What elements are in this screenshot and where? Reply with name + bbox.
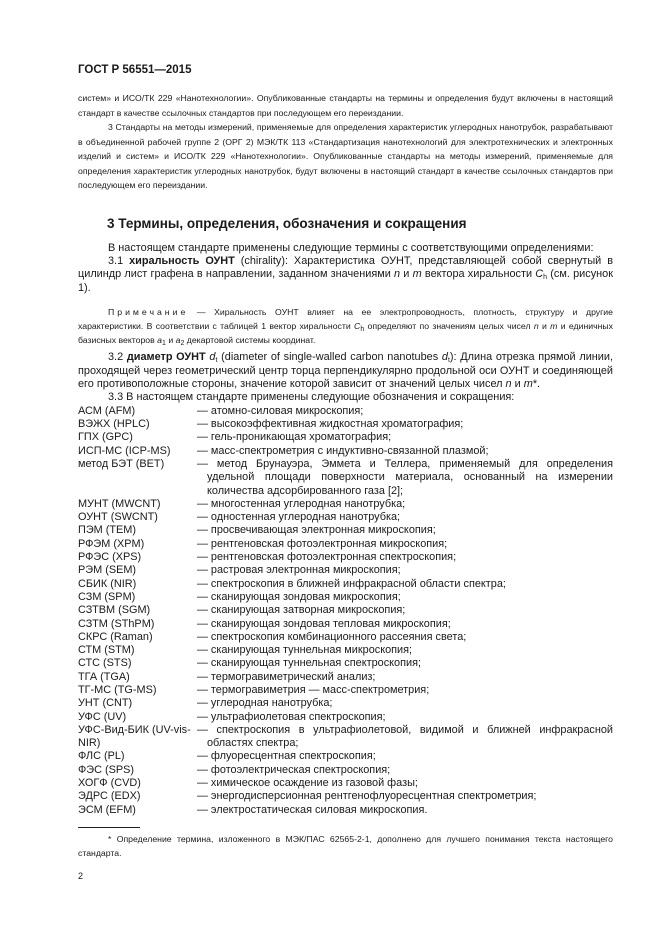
- abbreviation-row: [78, 750, 613, 763]
- term-3-3: 3.3 В настоящем стандарте применены следующие обозначения и сокращения:: [108, 391, 515, 404]
- abbreviation-definition: — термогравиметрический анализ;: [197, 670, 376, 683]
- abbreviation-row: [78, 804, 613, 817]
- abbreviation-term: АСМ (AFM): [78, 404, 136, 417]
- symbol: a: [175, 335, 181, 346]
- abbreviation-row: [78, 618, 613, 631]
- symbol: a: [157, 335, 162, 346]
- text: (см. рисунок 1).: [78, 268, 613, 294]
- abbreviation-row: [78, 724, 613, 751]
- abbreviation-term: ГПХ (GPC): [78, 431, 133, 444]
- abbreviation-definition: — флуоресцентная спектроскопия;: [197, 750, 376, 763]
- symbol: C: [535, 268, 544, 281]
- abbreviation-row: [78, 405, 613, 418]
- text: — Хиральность ОУНТ влияет на ее электропроводность, плотность, структуру и другие характеристики. В соответствии с таблицей 1 вектор хиральности: [78, 307, 613, 332]
- page-number: 2: [78, 870, 84, 881]
- abbreviation-row: [78, 511, 613, 524]
- abbreviation-term: МУНТ (MWCNT): [78, 497, 161, 510]
- abbreviation-definition: — электростатическая силовая микроскопия.: [197, 803, 428, 816]
- abbreviation-definition: — одностенная углеродная нанотрубка;: [197, 511, 401, 524]
- abbreviation-row: [78, 431, 613, 444]
- symbol: d: [209, 351, 216, 364]
- abbreviation-term: ПЭМ (TEM): [78, 524, 136, 537]
- abbreviation-term: РФЭС (XPS): [78, 551, 142, 564]
- abbreviation-row: [78, 551, 613, 564]
- text: *.: [532, 377, 541, 390]
- symbol: m: [550, 321, 558, 332]
- abbreviation-term: ФЭС (SPS): [78, 763, 135, 776]
- abbreviation-term: СКРС (Raman): [78, 630, 153, 643]
- abbreviation-term: ХОГФ (CVD): [78, 777, 141, 790]
- text: и: [400, 268, 413, 281]
- page-content: [78, 91, 613, 881]
- abbreviation-term: ЭСМ (EFM): [78, 803, 136, 816]
- abbreviation-definition: — атомно-силовая микроскопия;: [197, 404, 364, 417]
- abbreviation-row: [78, 458, 613, 498]
- abbreviation-row: [78, 790, 613, 803]
- abbreviation-term: СТМ (STM): [78, 644, 135, 657]
- abbreviation-row: [78, 498, 613, 511]
- abbreviation-row: [78, 711, 613, 724]
- term-name: хиральность ОУНТ: [129, 254, 235, 267]
- symbol: d: [441, 351, 448, 364]
- abbreviation-definition: — высокоэффективная жидкостная хроматография;: [197, 418, 464, 431]
- abbreviation-term: РФЭМ (XPM): [78, 537, 145, 550]
- text: декартовой системы координат.: [184, 335, 316, 346]
- abbreviation-term: ТГ-МС (TG-MS): [78, 683, 157, 696]
- abbreviation-term: ВЭЖХ (HPLC): [78, 418, 150, 431]
- abbreviation-row: [78, 445, 613, 458]
- abbreviation-term: метод БЭТ (BET): [78, 457, 165, 470]
- text: вектора хиральности: [421, 268, 536, 281]
- abbreviation-row: [78, 604, 613, 617]
- abbreviation-row: [78, 657, 613, 670]
- abbreviation-definition: — спектроскопия комбинационного рассеяния света;: [197, 630, 467, 643]
- abbreviation-definition: — химическое осаждение из газовой фазы;: [197, 777, 418, 790]
- abbreviation-term: СЗТМ (SThPM): [78, 617, 155, 630]
- subscript: h: [543, 274, 548, 282]
- intro-notes: [78, 91, 613, 193]
- text: определяют по значениям целых чисел: [364, 321, 534, 332]
- abbreviation-definition: — растровая электронная микроскопия;: [197, 564, 401, 577]
- subscript: h: [360, 326, 365, 334]
- abbreviation-row: [78, 777, 613, 790]
- abbreviation-term: ИСП-МС (ICP-MS): [78, 444, 171, 457]
- term-number: 3.2: [108, 351, 127, 364]
- subscript: 2: [180, 340, 185, 348]
- abbreviation-term: СБИК (NIR): [78, 577, 137, 590]
- abbreviation-row: [78, 524, 613, 537]
- abbreviation-definition: — сканирующая зондовая тепловая микроскопия;: [197, 617, 451, 630]
- symbol: n: [505, 377, 512, 390]
- subscript: 1: [162, 340, 166, 348]
- abbreviation-definition: — рентгеновская фотоэлектронная спектроскопия;: [197, 551, 457, 564]
- abbreviation-term: ОУНТ (SWCNT): [78, 511, 158, 524]
- abbreviation-term: УНТ (CNT): [78, 697, 133, 710]
- terms-block: [78, 242, 613, 296]
- abbreviation-row: [78, 684, 613, 697]
- abbreviation-term: ТГА (TGA): [78, 670, 130, 683]
- abbreviation-term: УФС (UV): [78, 710, 127, 723]
- text: и: [511, 377, 524, 390]
- abbreviation-term: ФЛС (PL): [78, 750, 125, 763]
- term-number: 3.1: [108, 254, 130, 267]
- footnote-divider: [78, 827, 140, 828]
- abbreviation-definition: — сканирующая туннельная спектроскопия;: [197, 657, 421, 670]
- note-label: Примечание: [108, 307, 189, 318]
- abbreviation-term: УФС-Вид-БИК (UV-vis-NIR): [78, 723, 191, 750]
- abbreviation-definition: — метод Брунауэра, Эммета и Теллера, применяемый для определения удельной площади поверхности материала, основанный на измерении количества адсорбированного газа [2];: [197, 457, 613, 497]
- abbreviation-definition: — фотоэлектрическая спектроскопия;: [197, 763, 391, 776]
- abbreviation-definition: — углеродная нанотрубка;: [197, 697, 333, 710]
- abbreviation-definition: — термогравиметрия — масс-спектрометрия;: [197, 683, 430, 696]
- abbreviation-term: СЗМ (SPM): [78, 590, 136, 603]
- abbreviation-list: [78, 405, 613, 817]
- terms-block-2: [78, 351, 613, 405]
- abbreviation-row: [78, 578, 613, 591]
- text: (chirality): Характеристика ОУНТ, представляющей собой свернутый в цилиндр лист графена в направлении, заданном значениями: [78, 254, 613, 281]
- abbreviation-definition: — гель-проникающая хроматография;: [197, 431, 392, 444]
- abbreviation-definition: — многостенная углеродная нанотрубка;: [197, 497, 406, 510]
- section-heading: 3 Термины, определения, обозначения и сокращения: [107, 215, 467, 231]
- abbreviation-definition: — сканирующая затворная микроскопия;: [197, 604, 406, 617]
- intro-paragraph: систем» и ИСО/ТК 229 «Нанотехнологии». Опубликованные стандарты на термины и определения будут включены в настоящий стандарт в качестве ссылочных стандартов при последующем его переиздании.: [78, 93, 613, 118]
- term-3-2: [78, 351, 613, 391]
- text: и: [165, 335, 176, 346]
- abbreviation-definition: — рентгеновская фотоэлектронная микроскопия;: [197, 537, 448, 550]
- symbol: m: [412, 268, 422, 281]
- abbreviation-row: [78, 644, 613, 657]
- text: (diameter of single-walled carbon nanotubes: [217, 351, 442, 364]
- abbreviation-definition: — масс-спектрометрия с индуктивно-связанной плазмой;: [197, 444, 489, 457]
- abbreviation-definition: — просвечивающая электронная микроскопия;: [197, 524, 436, 537]
- abbreviation-definition: — спектроскопия в ультрафиолетовой, видимой и ближней инфракрасной областях спектра;: [197, 723, 613, 750]
- abbreviation-term: СТС (STS): [78, 657, 132, 670]
- abbreviation-term: СЗТВМ (SGM): [78, 604, 151, 617]
- abbreviation-row: [78, 538, 613, 551]
- abbreviation-row: [78, 631, 613, 644]
- symbol: n: [533, 321, 539, 332]
- note: [78, 305, 613, 347]
- abbreviation-definition: — ультрафиолетовая спектроскопия;: [197, 710, 386, 723]
- abbreviation-row: [78, 591, 613, 604]
- symbol: n: [394, 268, 401, 281]
- term-name: диаметр ОУНТ: [126, 351, 206, 364]
- subscript: t: [447, 357, 450, 365]
- symbol: C: [354, 321, 361, 332]
- text: и: [538, 321, 551, 332]
- abbreviation-definition: — энергодисперсионная рентгенофлуоресцентная спектрометрия;: [197, 790, 537, 803]
- abbreviation-term: ЭДРС (EDX): [78, 790, 141, 803]
- abbreviation-definition: — сканирующая зондовая микроскопия;: [197, 590, 401, 603]
- abbreviation-row: [78, 764, 613, 777]
- term-3-1: [78, 255, 613, 295]
- document-header: ГОСТ Р 56551—2015: [78, 64, 192, 76]
- text: и единичных базисных векторов: [78, 321, 614, 346]
- abbreviation-term: РЭМ (SEM): [78, 564, 137, 577]
- abbreviation-row: [78, 697, 613, 710]
- abbreviation-definition: — спектроскопия в ближней инфракрасной области спектра;: [197, 577, 506, 590]
- text: ): Длина отрезка прямой линии, проходящей через геометрический центр торца перпендикулярно продольной оси ОУНТ и соединяющей его противоположные стороны, значение которой зависит от значений целых чисел: [78, 351, 613, 390]
- lead-text: В настоящем стандарте применены следующие термины с соответствующими определениями:: [108, 241, 594, 254]
- abbreviation-definition: — сканирующая туннельная микроскопия;: [197, 644, 413, 657]
- symbol: m: [523, 377, 533, 390]
- intro-paragraph: 3 Стандарты на методы измерений, применяемые для определения характеристик углеродных нанотрубок, разрабатывают в объединенной рабочей группе 2 (ОРГ 2) МЭК/ТК 113 «Стандартизация нанотехнологий для электротехнических и электронных изделий и систем» и ИСО/ТК 229 «Нанотехнологии». Опубликованные стандарты на методы измерений, применяемые для определения характеристик углеродных нанотрубок, будут включены в настоящий стандарт в качестве ссылочных стандартов при последующем его переиздании.: [78, 122, 613, 190]
- footnote: * Определение термина, изложенного в МЭК/ПАС 62565-2-1, дополнено для лучшего понимания текста настоящего стандарта.: [78, 833, 613, 859]
- abbreviation-row: [78, 564, 613, 577]
- abbreviation-row: [78, 671, 613, 684]
- abbreviation-row: [78, 418, 613, 431]
- subscript: t: [215, 357, 218, 365]
